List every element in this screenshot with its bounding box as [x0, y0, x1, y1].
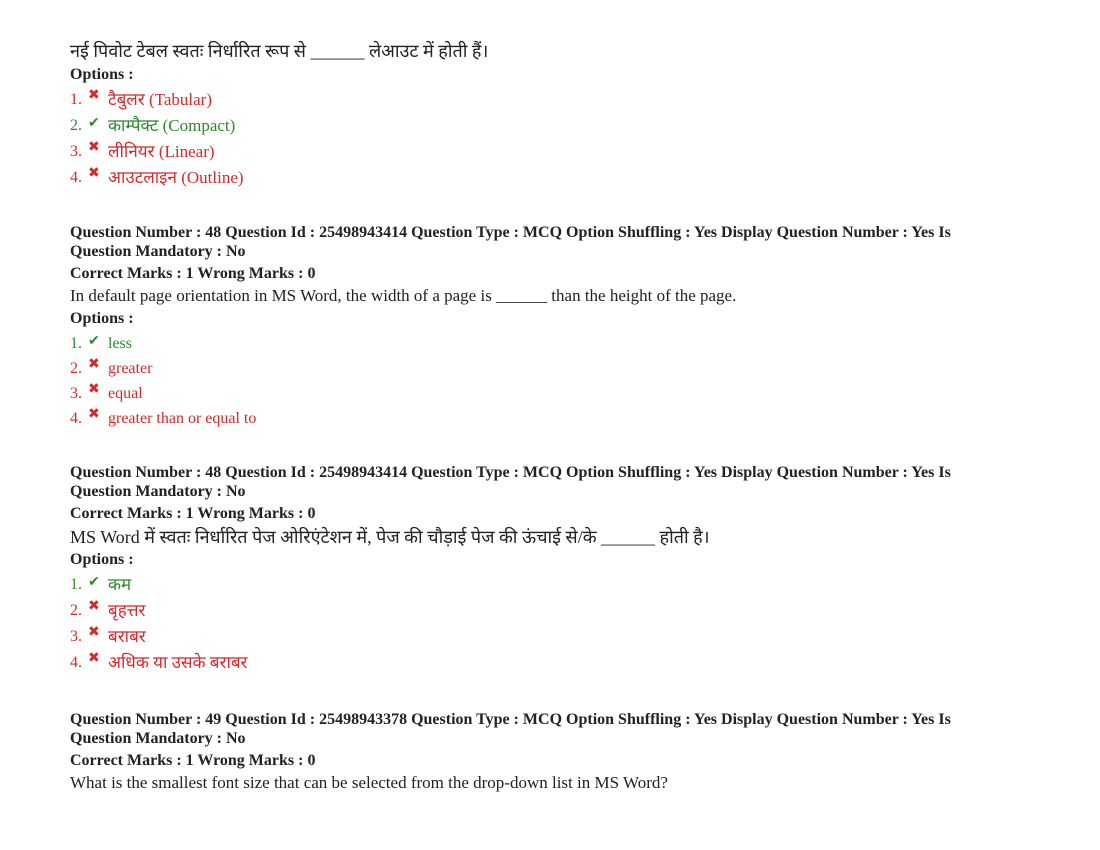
option-text: equal: [108, 384, 143, 402]
option-text: less: [108, 334, 132, 352]
cross-mark-icon: ✖: [88, 599, 100, 614]
question-marks: Correct Marks : 1 Wrong Marks : 0: [70, 265, 316, 282]
cross-mark-icon: ✖: [88, 381, 100, 397]
cross-mark-icon: ✖: [88, 356, 100, 372]
cross-mark-icon: ✖: [88, 625, 100, 640]
option-item: 4. ✖ अधिक या उसके बराबर: [70, 651, 248, 672]
option-text: काम्पैक्ट (Compact): [108, 116, 236, 135]
question-meta: Question Number : 48 Question Id : 25498943414 Question Type : MCQ Option Shuffling : Yes Display Question Number : Yes Is: [70, 464, 951, 481]
option-item: 4. ✖ आउटलाइन (Outline): [70, 166, 244, 187]
question-block-4: [70, 710, 1030, 794]
check-mark-icon: ✔: [88, 575, 100, 590]
question-text: नई पिवोट टेबल स्वतः निर्धारित रूप से ______ लेआउट में होती हैं।: [70, 41, 489, 61]
question-text: In default page orientation in MS Word, the width of a page is ______ than the height of the page.: [70, 286, 737, 305]
question-marks: Correct Marks : 1 Wrong Marks : 0: [70, 505, 316, 522]
option-item: 3. ✖ बराबर: [70, 625, 146, 646]
option-text: कम: [108, 575, 132, 594]
option-item: 2. ✖ बृहत्तर: [70, 599, 146, 620]
question-block-1: [70, 40, 1030, 191]
option-text: greater: [108, 359, 153, 377]
question-meta: Question Number : 48 Question Id : 25498943414 Question Type : MCQ Option Shuffling : Yes Display Question Number : Yes Is: [70, 224, 951, 241]
option-text: आउटलाइन (Outline): [108, 168, 244, 187]
option-text: बृहत्तर: [108, 601, 146, 620]
cross-mark-icon: ✖: [88, 88, 100, 103]
option-text: बराबर: [108, 627, 146, 646]
option-item: 1. ✔ कम: [70, 575, 132, 594]
option-item: 2. ✖ greater: [70, 356, 153, 377]
question-mandatory: Question Mandatory : No: [70, 483, 246, 500]
check-mark-icon: ✔: [88, 333, 100, 349]
cross-mark-icon: ✖: [88, 406, 100, 422]
option-item: 2. ✔ काम्पैक्ट (Compact): [70, 116, 236, 135]
cross-mark-icon: ✖: [88, 651, 100, 666]
option-item: 3. ✖ लीनियर (Linear): [70, 140, 215, 161]
option-item: 4. ✖ greater than or equal to: [70, 406, 257, 427]
question-text: What is the smallest font size that can be selected from the drop-down list in MS Word?: [70, 773, 668, 792]
question-block-2: [70, 223, 1030, 431]
options-label: Options :: [70, 310, 134, 327]
option-text: greater than or equal to: [108, 409, 257, 427]
option-item: 1. ✔ less: [70, 333, 132, 352]
cross-mark-icon: ✖: [88, 140, 100, 155]
question-mandatory: Question Mandatory : No: [70, 243, 246, 260]
option-text: लीनियर (Linear): [108, 142, 215, 161]
options-label: Options :: [70, 551, 134, 568]
option-text: टैबुलर (Tabular): [108, 90, 212, 109]
option-item: 3. ✖ equal: [70, 381, 143, 402]
question-meta: Question Number : 49 Question Id : 25498943378 Question Type : MCQ Option Shuffling : Yes Display Question Number : Yes Is: [70, 711, 951, 728]
question-marks: Correct Marks : 1 Wrong Marks : 0: [70, 752, 316, 769]
options-label: Options :: [70, 66, 134, 83]
question-text: MS Word में स्वतः निर्धारित पेज ओरिएंटेशन में, पेज की चौड़ाई पेज की ऊंचाई से/के ______ होती है।: [70, 527, 710, 547]
option-text: अधिक या उसके बराबर: [108, 653, 248, 672]
option-item: 1. ✖ टैबुलर (Tabular): [70, 88, 212, 109]
question-mandatory: Question Mandatory : No: [70, 730, 246, 747]
question-block-3: [70, 463, 1030, 676]
check-mark-icon: ✔: [88, 116, 100, 131]
cross-mark-icon: ✖: [88, 166, 100, 181]
